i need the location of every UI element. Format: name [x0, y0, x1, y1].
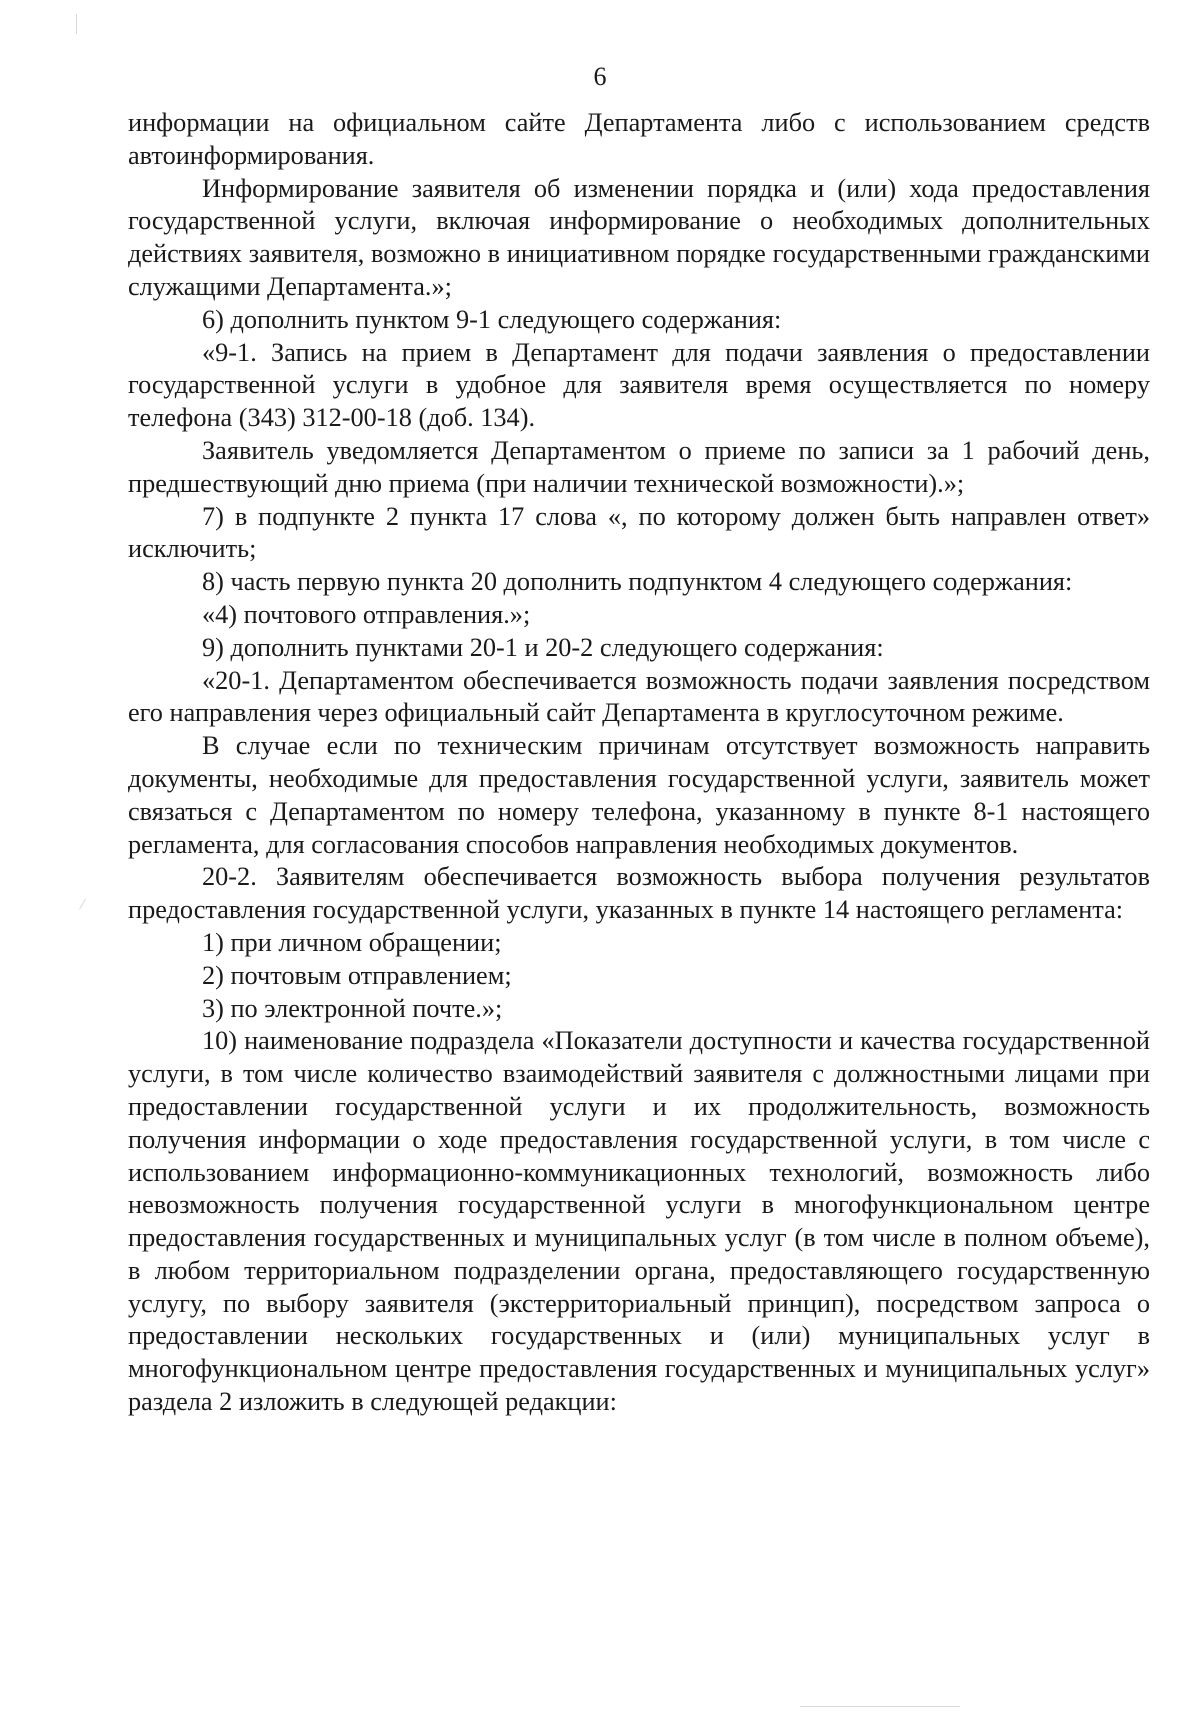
list-item-personal: 1) при личном обращении; [202, 927, 502, 957]
scan-mark-bottom [800, 1706, 960, 1707]
document-body [128, 107, 1150, 1419]
paragraph-notification: Заявитель уведомляется Департаментом о приеме по записи за 1 рабочий день, предшествующий дню приема (при наличии технической возможности).»; [128, 435, 1150, 498]
page-number: 6 [593, 62, 607, 91]
paragraph-continuation: информации на официальном сайте Департамента либо с использованием средств автоинформирования. [128, 108, 1150, 170]
paragraph-item-9: 9) дополнить пунктами 20-1 и 20-2 следующего содержания: [202, 632, 884, 662]
paragraph-item-8: 8) часть первую пункта 20 дополнить подпунктом 4 следующего содержания: [202, 567, 1073, 597]
paragraph-item-10: 10) наименование подраздела «Показатели доступности и качества государственной услуги, в том числе количество взаимодействий заявителя с должностными лицами при предоставлении государственной услуги и их продолжительность, возможность получения информации о ходе предоставления государственной услуги, в том числе с использованием информационно-коммуникационных технологий, возможность либо невозможность получения государственной услуги в многофункциональном центре предоставления государственных и муниципальных услуг (в том числе в полном объеме), в любом территориальном подразделении органа, предоставляющего государственную услугу, по выбору заявителя (экстерриториальный принцип), посредством запроса о предоставлении нескольких государственных и (или) муниципальных услуг в многофункциональном центре предоставления государственных и муниципальных услуг» раздела 2 изложить в следующей редакции: [128, 1026, 1150, 1417]
scan-mark-top-left [76, 14, 77, 34]
paragraph-20-2: 20-2. Заявителям обеспечивается возможность выбора получения результатов предоставления государственной услуги, указанных в пункте 14 настоящего регламента: [128, 862, 1150, 925]
paragraph-9-1: «9-1. Запись на прием в Департамент для подачи заявления о предоставлении государственной услуги в удобное для заявителя время осуществляется по номеру телефона (343) 312-00-18 (доб. 134). [128, 337, 1150, 433]
paragraph-20-1: «20-1. Департаментом обеспечивается возможность подачи заявления посредством его направления через официальный сайт Департамента в круглосуточном режиме. [128, 665, 1150, 728]
paragraph-item-7: 7) в подпункте 2 пункта 17 слова «, по которому должен быть направлен ответ» исключить; [128, 501, 1150, 564]
paragraph-item-6: 6) дополнить пунктом 9-1 следующего содержания: [202, 304, 782, 334]
paragraph-informing: Информирование заявителя об изменении порядка и (или) хода предоставления государственной услуги, включая информирование о необходимых дополнительных действиях заявителя, возможно в инициативном порядке государственными гражданскими служащими Департамента.»; [128, 173, 1150, 301]
list-item-email: 3) по электронной почте.»; [202, 993, 503, 1023]
paragraph-technical-reasons: В случае если по техническим причинам отсутствует возможность направить документы, необходимые для предоставления государственной услуги, заявитель может связаться с Департаментом по номеру телефона, указанному в пункте 8-1 настоящего регламента, для согласования способов направления необходимых документов. [128, 731, 1150, 859]
paragraph-subitem-4: «4) почтового отправления.»; [202, 599, 531, 629]
list-item-postal: 2) почтовым отправлением; [202, 960, 512, 990]
scan-mark-left-margin [79, 899, 86, 910]
